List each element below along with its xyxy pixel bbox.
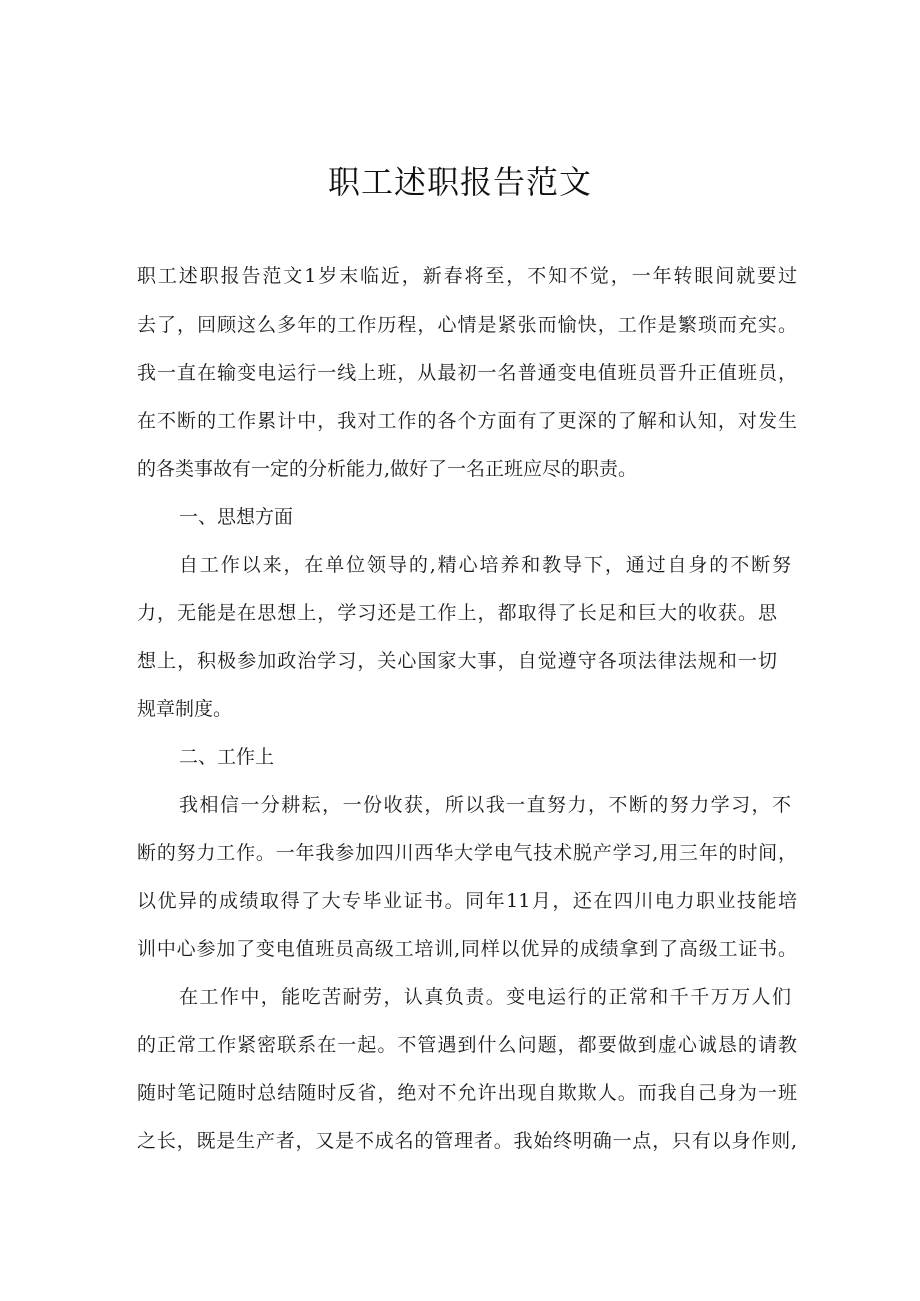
body-line: 力，无能是在思想上，学习还是工作上，都取得了长足和巨大的收获。思 xyxy=(137,602,777,624)
body-line: 我相信一分耕耘，一份收获，所以我一直努力，不断的努力学习，不 xyxy=(179,794,791,816)
body-line: 的各类事故有一定的分析能力,做好了一名正班应尽的职责。 xyxy=(137,458,638,480)
body-line: 断的努力工作。一年我参加四川西华大学电气技术脱产学习,用三年的时间， xyxy=(137,842,797,864)
section-heading: 二、工作上 xyxy=(179,746,275,768)
body-line: 自工作以来，在单位领导的,精心培养和教导下，通过自身的不断努 xyxy=(179,554,791,576)
document-title: 职工述职报告范文 xyxy=(327,163,592,201)
body-line: 去了，回顾这么多年的工作历程，心情是紧张而愉快，工作是繁琐而充实。 xyxy=(137,314,797,336)
body-line: 职工述职报告范文1岁末临近，新春将至，不知不觉，一年转眼间就要过 xyxy=(137,265,797,287)
body-line: 之长，既是生产者，又是不成名的管理者。我始终明确一点，只有以身作则, xyxy=(137,1130,797,1152)
section-heading: 一、思想方面 xyxy=(179,506,294,528)
body-line: 在不断的工作累计中，我对工作的各个方面有了更深的了解和认知，对发生 xyxy=(137,410,797,432)
body-line: 训中心参加了变电值班员高级工培训,同样以优异的成绩拿到了高级工证书。 xyxy=(137,938,797,960)
body-line: 以优异的成绩取得了大专毕业证书。同年11月，还在四川电力职业技能培 xyxy=(137,890,797,912)
body-line: 我一直在输变电运行一线上班，从最初一名普通变电值班员晋升正值班员， xyxy=(137,362,797,384)
body-line: 规章制度。 xyxy=(137,698,233,720)
body-line: 在工作中，能吃苦耐劳，认真负责。变电运行的正常和千千万万人们 xyxy=(179,986,791,1008)
body-line: 的正常工作紧密联系在一起。不管遇到什么问题，都要做到虚心诚恳的请教 xyxy=(137,1034,797,1056)
body-line: 随时笔记随时总结随时反省，绝对不允许出现自欺欺人。而我自己身为一班 xyxy=(137,1082,797,1104)
body-line: 想上，积极参加政治学习，关心国家大事，自觉遵守各项法律法规和一切 xyxy=(137,650,777,672)
